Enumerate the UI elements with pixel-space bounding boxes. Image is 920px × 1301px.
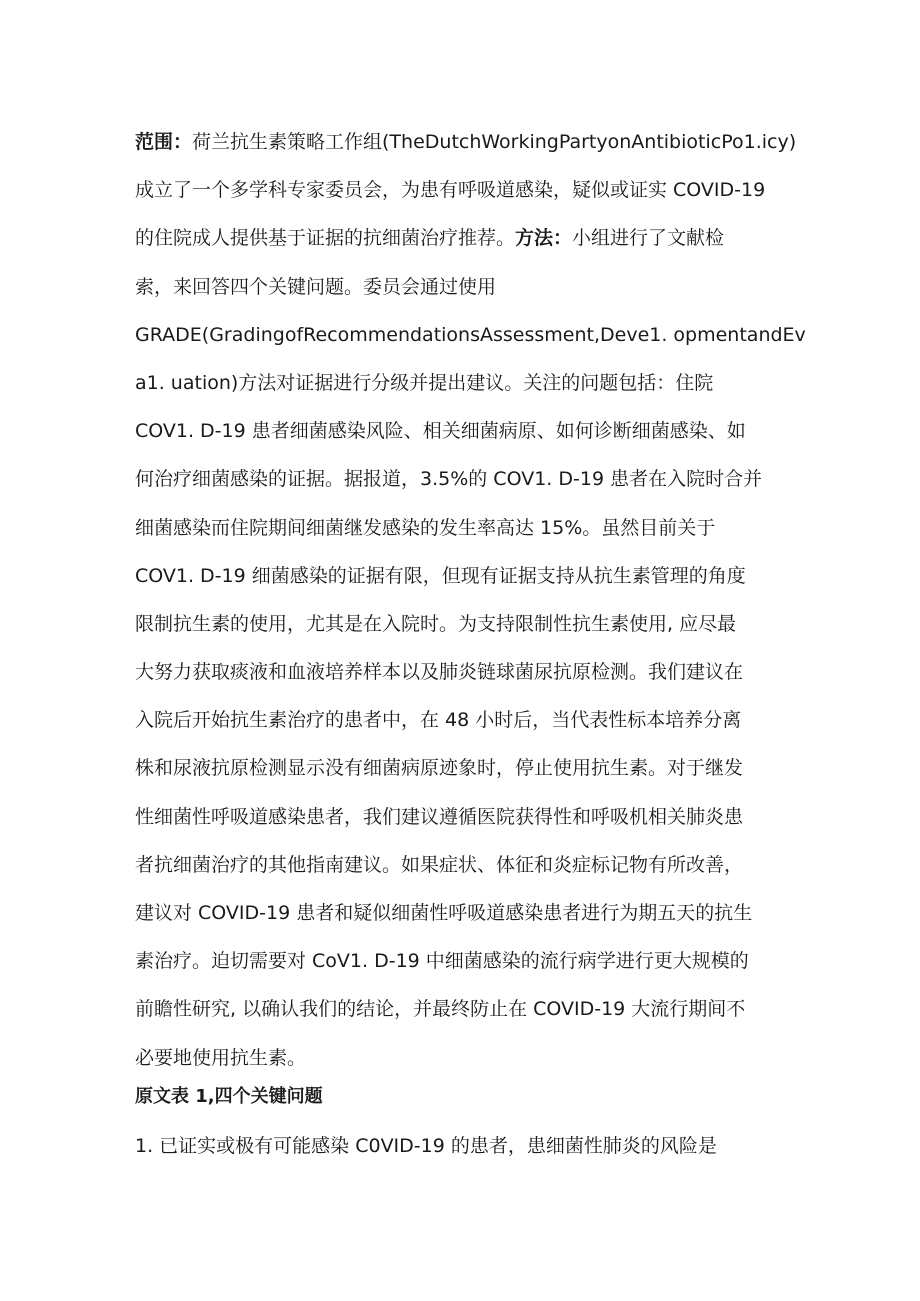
question-item: 1. 已证实或极有可能感染 C0VID-19 的患者，患细菌性肺炎的风险是 bbox=[135, 1135, 717, 1157]
abstract-line: COV1. D-19 细菌感染的证据有限，但现有证据支持从抗生素管理的角度 bbox=[135, 564, 746, 587]
abstract-line: 细菌感染而住院期间细菌继发感染的发生率高达 15%。虽然目前关于 bbox=[135, 516, 716, 539]
abstract-line bbox=[135, 214, 795, 262]
abstract-line: 限制抗生素的使用，尤其是在入院时。为支持限制性抗生素使用, 应尽最 bbox=[135, 612, 737, 635]
methods-label: 方法： bbox=[515, 227, 573, 250]
abstract-paragraph bbox=[135, 118, 806, 1082]
abstract-line: 索，来回答四个关键问题。委员会通过使用 bbox=[135, 275, 497, 298]
abstract-line: COV1. D-19 患者细菌感染风险、相关细菌病原、如何诊断细菌感染、如 bbox=[135, 420, 746, 443]
abstract-line: a1. uation)方法对证据进行分级并提出建议。关注的问题包括：住院 bbox=[135, 371, 714, 394]
abstract-line: GRADE(GradingofRecommendationsAssessment,Deve1. opmentandEv bbox=[135, 323, 806, 346]
abstract-line: 者抗细菌治疗的其他指南建议。如果症状、体征和炎症标记物有所改善， bbox=[135, 853, 744, 876]
abstract-line-text: 的住院成人提供基于证据的抗细菌治疗推荐。 bbox=[135, 227, 516, 250]
table-heading: 原文表 1,四个关键问题 bbox=[135, 1086, 323, 1107]
abstract-line: 成立了一个多学科专家委员会，为患有呼吸道感染，疑似或证实 COVID-19 bbox=[135, 179, 766, 202]
abstract-line: 性细菌性呼吸道感染患者，我们建议遵循医院获得性和呼吸机相关肺炎患 bbox=[135, 805, 744, 828]
abstract-line: 素治疗。迫切需要对 CoV1. D-19 中细菌感染的流行病学进行更大规模的 bbox=[135, 950, 749, 973]
abstract-line: 建议对 COVID-19 患者和疑似细菌性呼吸道感染患者进行为期五天的抗生 bbox=[135, 902, 753, 924]
abstract-line: 入院后开始抗生素治疗的患者中，在 48 小时后，当代表性标本培养分离 bbox=[135, 709, 742, 732]
abstract-line bbox=[135, 118, 795, 166]
scope-label: 范围： bbox=[135, 131, 193, 153]
abstract-line: 何治疗细菌感染的证据。据报道，3.5%的 COV1. D-19 患者在入院时合并 bbox=[135, 468, 763, 491]
abstract-line: 株和尿液抗原检测显示没有细菌病原迹象时，停止使用抗生素。对于继发 bbox=[135, 757, 744, 780]
abstract-line-text: 荷兰抗生素策略工作组(TheDutchWorkingPartyonAntibioticPo1.icy) bbox=[192, 131, 797, 153]
abstract-line: 前瞻性研究, 以确认我们的结论，并最终防止在 COVID-19 大流行期间不 bbox=[135, 998, 746, 1021]
abstract-line: 必要地使用抗生素。 bbox=[135, 1046, 307, 1069]
abstract-line: 大努力获取痰液和血液培养样本以及肺炎链球菌尿抗原检测。我们建议在 bbox=[135, 661, 744, 684]
abstract-line-text: 小组进行了文献检 bbox=[572, 227, 725, 250]
